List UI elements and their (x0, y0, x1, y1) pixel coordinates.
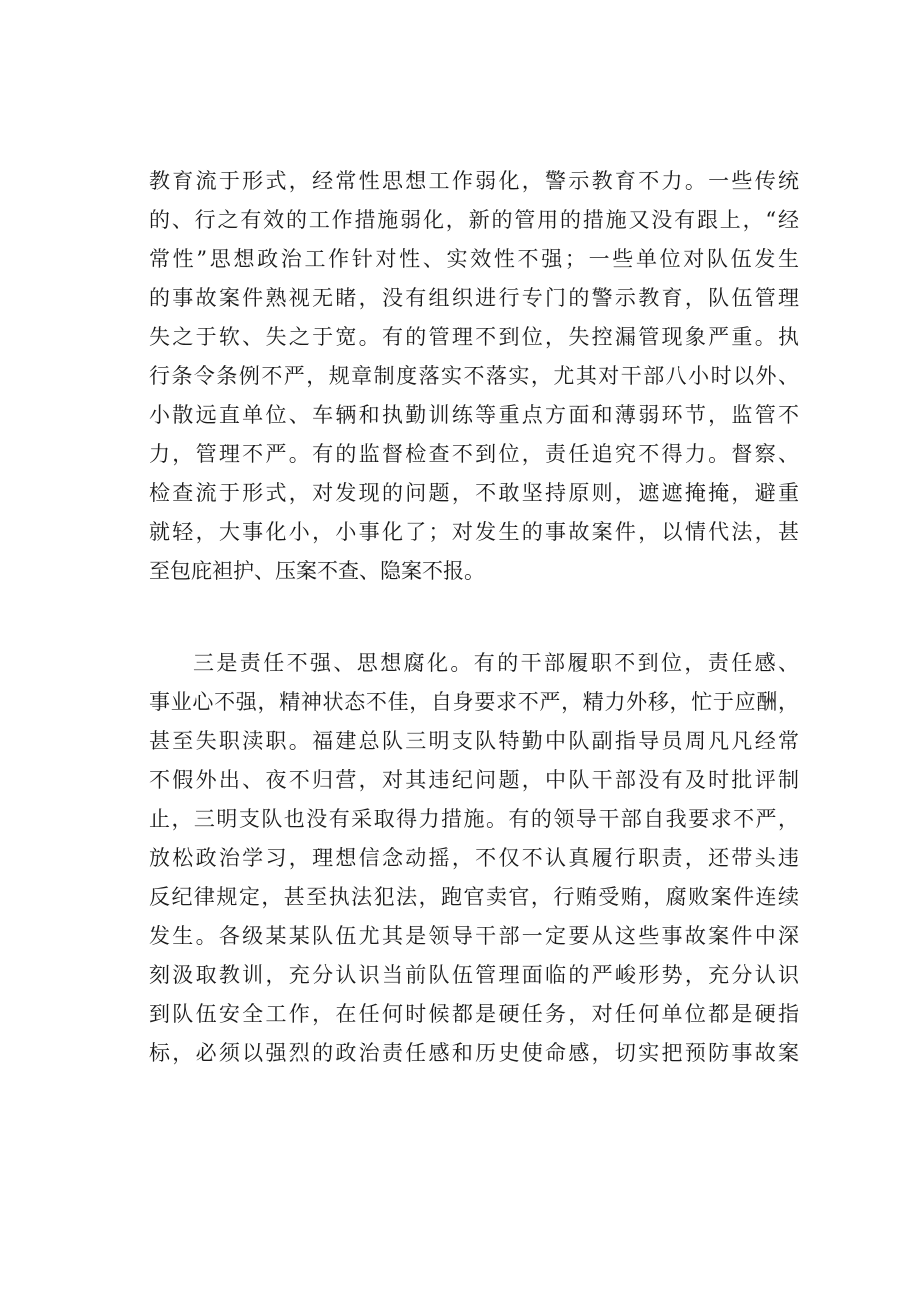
text-line: 事业心不强，精神状态不佳，自身要求不严，精力外移，忙于应酬， (149, 690, 799, 714)
text-line: 的事故案件熟视无睹，没有组织进行专门的警示教育，队伍管理 (149, 286, 799, 310)
text-line: 反纪律规定，甚至执法犯法，跑官卖官，行贿受贿，腐败案件连续 (149, 885, 799, 909)
text-line: 甚至失职渎职。福建总队三明支队特勤中队副指导员周凡凡经常 (149, 729, 799, 753)
text-line: 失之于软、失之于宽。有的管理不到位，失控漏管现象严重。执 (149, 325, 799, 349)
text-line: 三是责任不强、思想腐化。有的干部履职不到位，责任感、 (193, 651, 799, 675)
text-line: 止，三明支队也没有采取得力措施。有的领导干部自我要求不严， (149, 807, 799, 831)
text-line: 小散远直单位、车辆和执勤训练等重点方面和薄弱环节，监管不 (149, 403, 799, 427)
text-line: 常性”思想政治工作针对性、实效性不强；一些单位对队伍发生 (149, 247, 799, 271)
text-line: 发生。各级某某队伍尤其是领导干部一定要从这些事故案件中深 (149, 924, 799, 948)
text-line: 就轻，大事化小，小事化了；对发生的事故案件，以情代法，甚 (149, 520, 799, 544)
text-line: 标，必须以强烈的政治责任感和历史使命感，切实把预防事故案 (149, 1041, 799, 1065)
text-line: 教育流于形式，经常性思想工作弱化，警示教育不力。一些传统 (149, 169, 799, 193)
text-line: 到队伍安全工作，在任何时候都是硬任务，对任何单位都是硬指 (149, 1002, 799, 1026)
text-line: 检查流于形式，对发现的问题，不敢坚持原则，遮遮掩掩，避重 (149, 481, 799, 505)
text-line: 放松政治学习，理想信念动摇，不仅不认真履行职责，还带头违 (149, 846, 799, 870)
text-line: 不假外出、夜不归营，对其违纪问题，中队干部没有及时批评制 (149, 768, 799, 792)
text-line: 力，管理不严。有的监督检查不到位，责任追究不得力。督察、 (149, 442, 799, 466)
text-line: 刻汲取教训，充分认识当前队伍管理面临的严峻形势，充分认识 (149, 963, 799, 987)
text-line: 的、行之有效的工作措施弱化，新的管用的措施又没有跟上，“经 (149, 208, 799, 232)
paragraph-1 (149, 162, 799, 591)
paragraph-2 (149, 644, 799, 1073)
text-line: 至包庇袒护、压案不查、隐案不报。 (149, 559, 485, 583)
text-line: 行条令条例不严，规章制度落实不落实，尤其对干部八小时以外、 (149, 364, 799, 388)
